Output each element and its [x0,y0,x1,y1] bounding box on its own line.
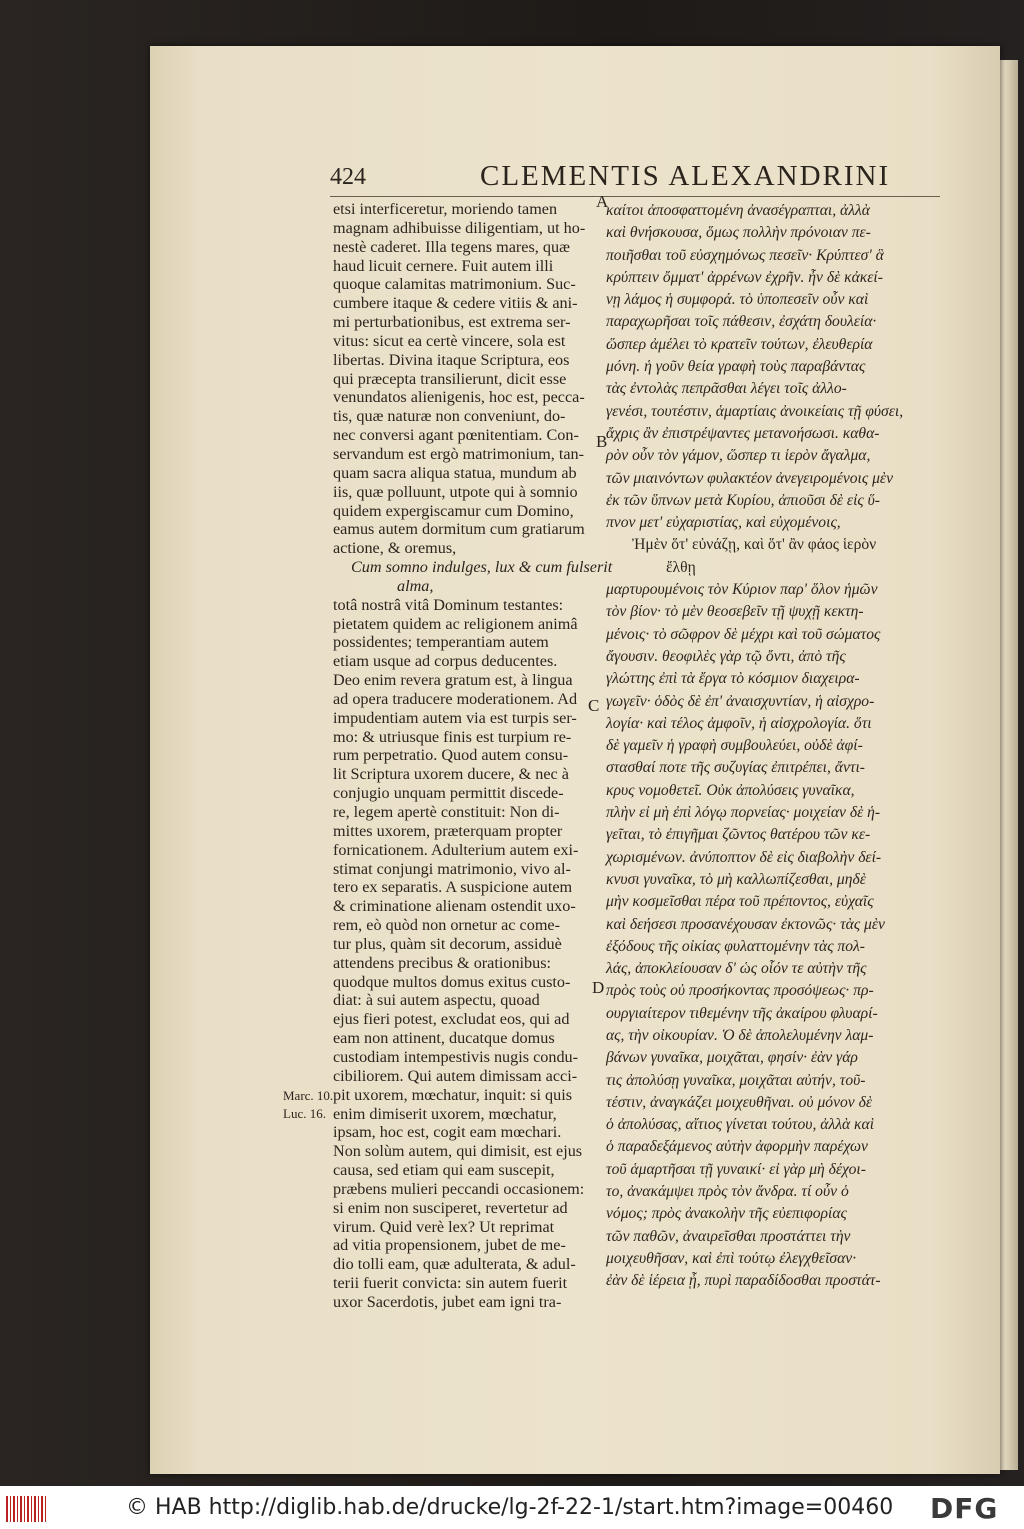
text-line: ad opera traducere moderationem. Ad [333,689,578,708]
text-line: παραχωρῆσαι τοῖς πάθεσιν, ἐσχάτη δουλεία· [606,313,877,331]
running-head [330,160,950,200]
text-line: καὶ θνήσκουσα, ὅμως πολλὴν πρόνοιαν πε- [606,224,871,242]
text-line: mo: & utriusque finis est turpium re- [333,727,572,746]
text-line: νόμος; πρὸς ἀνακολὴν τῆς εὐεπιφορίας [606,1205,847,1223]
text-line: tero ex separatis. A suspicione autem [333,878,573,897]
text-line: ἄγουσιν. θεοφιλὲς γὰρ τῷ ὄντι, ἀπὸ τῆς [606,647,846,665]
copyright-link[interactable]: © HAB http://diglib.hab.de/drucke/lg-2f-22-1/start.htm?image=00460 [126,1495,894,1520]
text-line: τῶν μιαινόντων φυλακτέον ἀνεγειρομένοις μὲν [606,469,893,487]
text-line: tur plus, quàm sit decorum, assiduè [333,934,562,953]
text-line: μὴν κοσμεῖσθαι πέρα τοῦ πρέποντος, εὐχαῖς [606,893,874,911]
text-line: vitus: sicut ea certè vincere, sola est [333,331,566,350]
text-line: totâ nostrâ vitâ Dominum testantes: [333,595,564,614]
text-line: ας, τὴν οἰκουρίαν. Ὁ δὲ ἀπολελυμένην λαμ- [606,1026,874,1044]
text-line: attendens precibus & orationibus: [333,953,552,972]
text-line: λάς, ἀποκλείουσαν δ' ὡς οἷόν τε αὐτὴν τῆς [606,960,867,978]
barcode-icon [6,1496,46,1522]
text-line: tis, quæ naturæ non conveniunt, do- [333,407,566,426]
text-line: ουργιαίτερον τιθεμένην τῆς ἀκαίρου φλυαρί- [606,1004,878,1022]
text-line: stimat conjungi matrimonio, vivo al- [333,859,571,878]
text-line: πλὴν εἰ μὴ ἐπὶ λόγῳ πορνείας· μοιχείαν δὲ ἡ- [606,804,881,822]
latin-column [333,200,613,1312]
text-line: etiam usque ad corpus deducentes. [333,652,558,671]
text-line: actione, & oremus, [333,539,457,558]
text-line: χωρισμένων. ἀνύποπτον δὲ εἰς διαβολὴν δεί- [606,848,882,866]
text-line: diat: à sui autem aspectu, quoad [333,991,540,1010]
text-line: quodque multos domus exitus custo- [333,972,571,991]
verse-line: ἔλθῃ [666,558,696,576]
text-line: pit uxorem, mœchatur, inquit: si quis [333,1085,572,1104]
text-line: ὥσπερ ἀμέλει τὸ κρατεῖν τούτων, ἐλευθερία [606,335,873,353]
text-line: eam non attinent, ducatque domus [333,1029,555,1048]
text-line: Non solùm autem, qui dimisit, est ejus [333,1142,583,1161]
text-line: πρὸς τοὺς οὐ προσήκοντας προσόψεως· πρ- [606,982,874,1000]
text-line: mittes uxorem, præterquam propter [333,821,563,840]
text-line: impudentiam autem via est turpis ser- [333,708,577,727]
text-line: eamus autem dormitum cum gratiarum [333,520,585,539]
text-line: τοῦ ἁμαρτῆσαι τῇ γυναικί· εἰ γὰρ μὴ δέχοι- [606,1160,866,1178]
text-line: dio tolli eam, quæ adulterata, & adul- [333,1255,576,1274]
text-line: ποιῆσθαι τοῦ εὐσχημόνως πεσεῖν· Κρύπτεσ' ἃ [606,246,884,264]
text-line: δὲ γαμεῖν ἡ γραφὴ συμβουλεύει, οὐδὲ ἀφί- [606,737,863,755]
text-line: το, ἀνακάμψει πρὸς τὸν ἄνδρα. τί οὖν ὁ [606,1183,849,1201]
margin-note-marc: Marc. 10. [283,1088,334,1103]
text-line: Deo enim revera gratum est, à lingua [333,671,573,690]
text-line: quam sacra aliqua statua, mundum ab [333,463,577,482]
text-line: custodiam intempestivis nugis condu- [333,1047,579,1066]
text-line: γωγεῖν· ὁδὸς δὲ ἐπ' ἀναισχυντίαν, ἡ αἰσχρο- [606,692,875,710]
text-line: μένοις· τὸ σῶφρον δὲ μέχρι καὶ τοῦ σώματος [606,625,881,643]
text-line: causa, sed etiam qui eam suscepit, [333,1161,555,1180]
text-line: πνον μετ' εὐχαριστίας, καὶ εὐχομένοις, [606,514,841,532]
text-line: libertas. Divina itaque Scriptura, eos [333,350,570,369]
text-line: ὁ ἀπολύσας, αἴτιος γίνεται τούτου, ἀλλὰ καὶ [606,1116,875,1134]
text-line: re, legem apertè constituit: Non di- [333,803,560,821]
text-line: rum perpetratio. Quod autem consu- [333,746,569,765]
text-line: nec conversi agant pœnitentiam. Con- [333,426,579,445]
text-line: τῶν παθῶν, ἀναιρεῖσθαι προστάττει τὴν [606,1227,851,1245]
text-line: τὸν βίον· τὸ μὲν θεοσεβεῖν τῇ ψυχῇ κεκτη- [606,603,864,621]
footer-bar [0,1486,1024,1529]
text-line: magnam adhibuisse diligentiam, ut ho- [333,218,586,237]
text-line: lit Scriptura uxorem ducere, & nec à [333,765,569,784]
text-line: si enim non susciperet, revertetur ad [333,1198,568,1217]
text-line: ρὸν οὖν τὸν γάμον, ὥσπερ τι ἱερὸν ἄγαλμα, [606,447,871,465]
margin-letter-d: D [592,978,605,997]
text-line: κρυς νομοθετεῖ. Οὐκ ἀπολύσεις γυναῖκα, [606,781,855,799]
text-line: quidem expergiscamur cum Domino, [333,501,574,520]
margin-letter-b: B [596,432,608,451]
text-line: ἐκ τῶν ὕπνων μετὰ Κυρίου, ἀπιοῦσι δὲ εἰς ὕ- [606,491,880,509]
text-line: etsi interficeretur, moriendo tamen [333,200,558,218]
text-line: uxor Sacerdotis, jubet eam igni tra- [333,1292,562,1311]
text-line: νῃ λάμος ἡ συμφορά. τὸ ὑποπεσεῖν οὖν καὶ [606,291,869,309]
margin-letter-c: C [588,696,600,715]
text-line: καὶ δεήσεσι προσανέχουσαν ἐκτονῶς· τὰς μὲν [606,915,885,933]
text-line: iis, quæ polluunt, utpote qui à somnio [333,482,578,501]
text-line: μοιχευθῆσαν, καὶ ἐπὶ τούτῳ ἐλεγχθεῖσαν· [606,1249,857,1267]
text-line: terii fuerit convicta: sin autem fuerit [333,1274,568,1293]
text-line: κνυσι γυναῖκα, τὸ μὴ καλλωπίζεσθαι, μηδὲ [606,870,866,888]
text-line: καίτοι ἀποσφαττομένη ἀνασέγραπται, ἀλλὰ [606,202,870,219]
verse-line: Cum somno indulges, lux & cum fulserit [351,558,613,577]
text-line: nestè caderet. Illa tegens mares, quæ [333,237,570,256]
text-line: virum. Quid verè lex? Ut reprimat [333,1217,555,1236]
text-line: τὰς ἐντολὰς πεπρᾶσθαι λέγει τοῖς ἀλλο- [606,380,847,398]
verse-line: Ἠμὲν ὅτ' εὐνάζῃ, καὶ ὅτ' ἂν φάος ἱερὸν [632,536,877,554]
text-line: ejus fieri potest, excludat eos, qui ad [333,1010,570,1029]
text-line: præbens mulieri peccandi occasionem: [333,1179,585,1198]
header-rule [330,196,940,197]
text-line: haud licuit cernere. Fuit autem illi [333,256,554,275]
text-line: ἄχρις ἂν ἐπιστρέψαντες μετανοήσωσι. καθα- [606,424,880,442]
page-number: 424 [330,164,366,190]
text-line: τέστιν, ἀναγκάζει μοιχευθῆναι. οὐ μόνον δὲ [606,1093,872,1111]
text-line: qui præcepta transilierunt, dicit esse [333,369,567,388]
text-line: γλώττης ἐπὶ τὰ ἔργα τὸ κόσμιον διαχειρα- [606,670,860,688]
text-line: ἐὰν δὲ ἱέρεια ᾖ, πυρὶ παραδίδοσθαι προστάτ- [606,1272,881,1290]
text-line: μόνη. ἡ γοῦν θεία γραφὴ τοὺς παραβάντας [606,358,866,376]
text-line: & criminatione alienam ostendit uxo- [333,897,576,916]
text-line: μαρτυρουμένοις τὸν Κύριον παρ' ὅλον ἡμῶν [606,581,878,599]
text-line: γενέσι, τουτέστιν, ἁμαρτίαις ἀνοικείαις τῇ φύσει, [606,402,904,420]
text-line: possidentes; temperantiam autem [333,633,549,652]
text-line: fornicationem. Adulterium autem exi- [333,840,579,859]
text-line: βάνων γυναῖκα, μοιχᾶται, φησίν· ἐὰν γάρ [606,1049,858,1067]
text-line: rem, eò quòd non ornetur ac come- [333,916,560,935]
text-line: cibiliorem. Qui autem dimissam acci- [333,1066,578,1085]
text-line: pietatem quidem ac religionem animâ [333,614,578,633]
greek-column [606,200,946,1293]
text-line: κρύπτειν ὄμματ' ἀρρένων ἐχρῆν. ἦν δὲ κἀκεί- [606,268,883,286]
text-line: λογία· καὶ τέλος ἀμφοῖν, ἡ αἰσχρολογία. ὅτι [606,714,872,732]
text-line: mi perturbationibus, est extrema ser- [333,313,571,332]
text-line: quoque calamitas matrimonium. Suc- [333,275,576,294]
text-line: servandum est ergò matrimonium, tan- [333,444,585,463]
text-line: venundatos alienigenis, hoc est, pecca- [333,388,585,407]
text-line: στασθαί ποτε τῆς συζυγίας ἐπιτρέπει, ἄντι- [606,759,866,777]
text-line: ἐξόδους τῆς οἰκίας φυλαττομένην τὰς πολ- [606,937,865,955]
text-line: τις ἀπολύσῃ γυναῖκα, μοιχᾶται αὐτήν, τοῦ- [606,1071,866,1089]
dfg-logo: DFG [930,1492,999,1525]
text-line: ad vitia propensionem, jubet de me- [333,1236,566,1255]
verse-line: alma, [397,576,434,595]
text-line: γεῖται, τὸ ἐπιγῆμαι ζῶντος θατέρου τῶν κε- [606,826,871,844]
margin-letter-a: A [596,192,609,211]
text-line: cumbere itaque & cedere vitiis & ani- [333,294,578,313]
text-line: enim dimiserit uxorem, mœchatur, [333,1104,557,1123]
running-title: CLEMENTIS ALEXANDRINI [480,160,891,192]
text-line: ὁ παραδεξάμενος αὐτὴν ἀφορμὴν παρέχων [606,1138,868,1156]
text-line: conjugio unquam permittit discede- [333,784,564,803]
text-line: ipsam, hoc est, cogit eam mœchari. [333,1123,562,1142]
margin-note-luc: Luc. 16. [283,1106,326,1121]
